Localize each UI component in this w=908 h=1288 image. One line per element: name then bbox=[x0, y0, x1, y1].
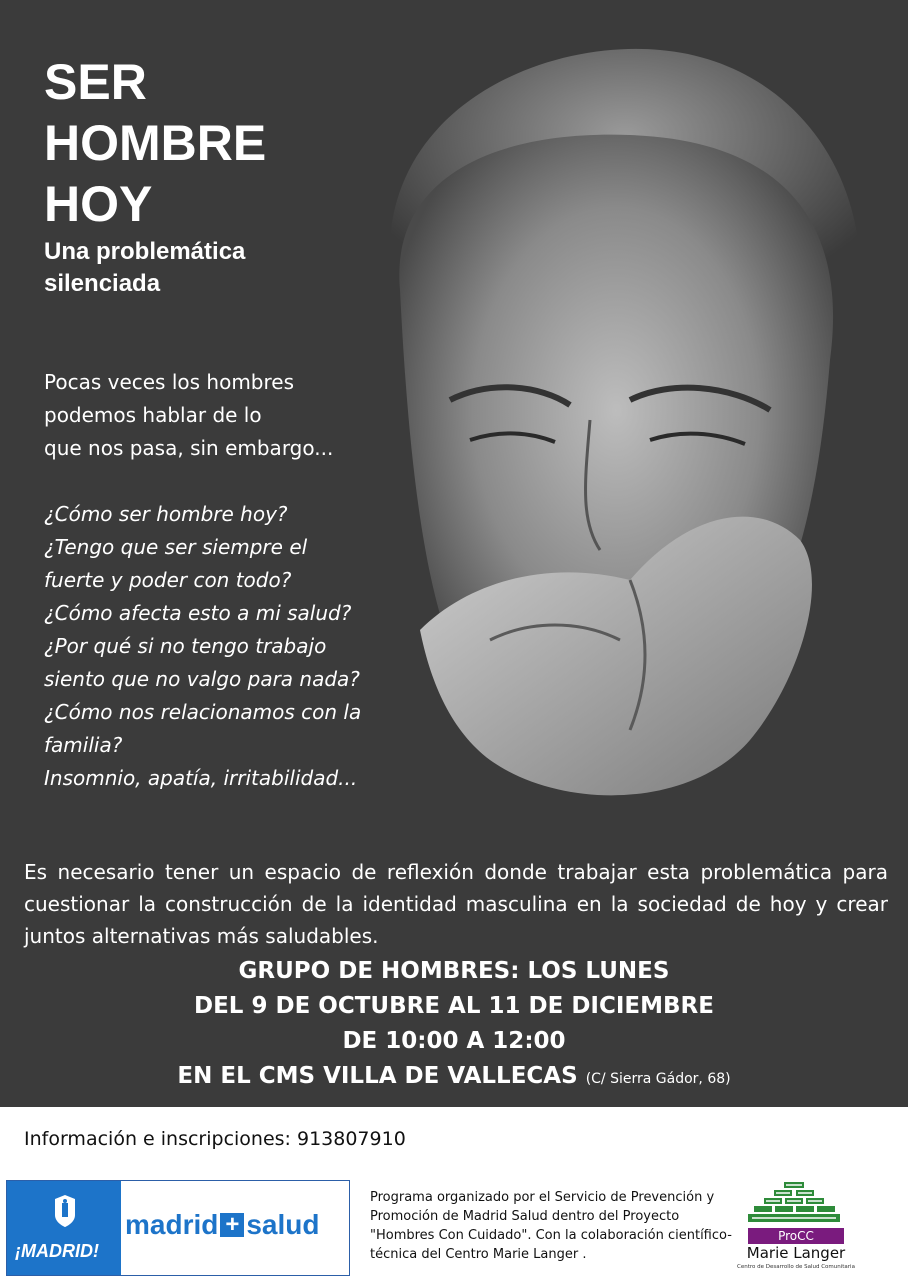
description-paragraph: Es necesario tener un espacio de reflexión donde trabajar esta problemática para cuestionar la construcción de la identidad masculina en la sociedad de hoy y crear juntos alternativas más saludables. bbox=[24, 860, 888, 948]
madrid-crest-icon bbox=[51, 1193, 79, 1229]
intro-text bbox=[44, 366, 333, 465]
question-line: fuerte y poder con todo? bbox=[44, 568, 292, 592]
schedule-block bbox=[0, 954, 908, 1097]
subtitle-line: silenciada bbox=[44, 270, 161, 297]
procc-label: ProCC bbox=[748, 1228, 844, 1244]
madrid-wordmark: ¡MADRID! bbox=[15, 1241, 99, 1261]
intro-line: podemos hablar de lo bbox=[44, 403, 262, 427]
man-portrait-photo bbox=[330, 40, 908, 810]
schedule-time: DE 10:00 A 12:00 bbox=[342, 1028, 566, 1054]
question-line: ¿Por qué si no tengo trabajo bbox=[44, 634, 327, 658]
questions-list bbox=[44, 498, 361, 795]
question-line: ¿Cómo afecta esto a mi salud? bbox=[44, 601, 352, 625]
intro-line: que nos pasa, sin embargo... bbox=[44, 436, 334, 460]
schedule-days: GRUPO DE HOMBRES: LOS LUNES bbox=[238, 958, 670, 984]
procc-logo bbox=[734, 1180, 858, 1278]
intro-line: Pocas veces los hombres bbox=[44, 370, 294, 394]
program-info: Programa organizado por el Servicio de Prevención y Promoción de Madrid Salud dentro del Proyecto "Hombres Con Cuidado". Con la colaboración científico-técnica del Centro Marie Langer . bbox=[370, 1190, 732, 1262]
question-line: familia? bbox=[44, 733, 123, 757]
madrid-logo bbox=[7, 1181, 121, 1275]
title-line: SER bbox=[44, 54, 147, 110]
subtitle-line: Una problemática bbox=[44, 238, 246, 265]
question-line: ¿Tengo que ser siempre el bbox=[44, 535, 308, 559]
madrid-salud-left: madrid bbox=[125, 1209, 219, 1240]
schedule-venue: EN EL CMS VILLA DE VALLECAS bbox=[177, 1063, 578, 1089]
title-line: HOMBRE bbox=[44, 115, 267, 171]
procc-subtitle: Centro de Desarrollo de Salud Comunitaria bbox=[737, 1264, 855, 1270]
contact-info: Información e inscripciones: 913807910 bbox=[24, 1128, 406, 1150]
poster-title bbox=[44, 52, 266, 235]
question-line: Insomnio, apatía, irritabilidad... bbox=[44, 766, 358, 790]
schedule-dates: DEL 9 DE OCTUBRE AL 11 DE DICIEMBRE bbox=[194, 993, 714, 1019]
madrid-salud-wordmark bbox=[125, 1209, 320, 1241]
madrid-salud-logo bbox=[6, 1180, 350, 1276]
procc-pyramid-icon bbox=[748, 1180, 840, 1228]
question-line: ¿Cómo ser hombre hoy? bbox=[44, 502, 288, 526]
madrid-salud-right: salud bbox=[246, 1209, 320, 1240]
question-line: siento que no valgo para nada? bbox=[44, 667, 360, 691]
title-line: HOY bbox=[44, 176, 153, 232]
poster-subtitle bbox=[44, 236, 245, 300]
plus-icon: + bbox=[220, 1213, 244, 1237]
schedule-address: (C/ Sierra Gádor, 68) bbox=[585, 1071, 731, 1087]
question-line: ¿Cómo nos relacionamos con la bbox=[44, 700, 362, 724]
schedule-location bbox=[0, 1059, 908, 1097]
procc-name: Marie Langer bbox=[746, 1244, 846, 1262]
